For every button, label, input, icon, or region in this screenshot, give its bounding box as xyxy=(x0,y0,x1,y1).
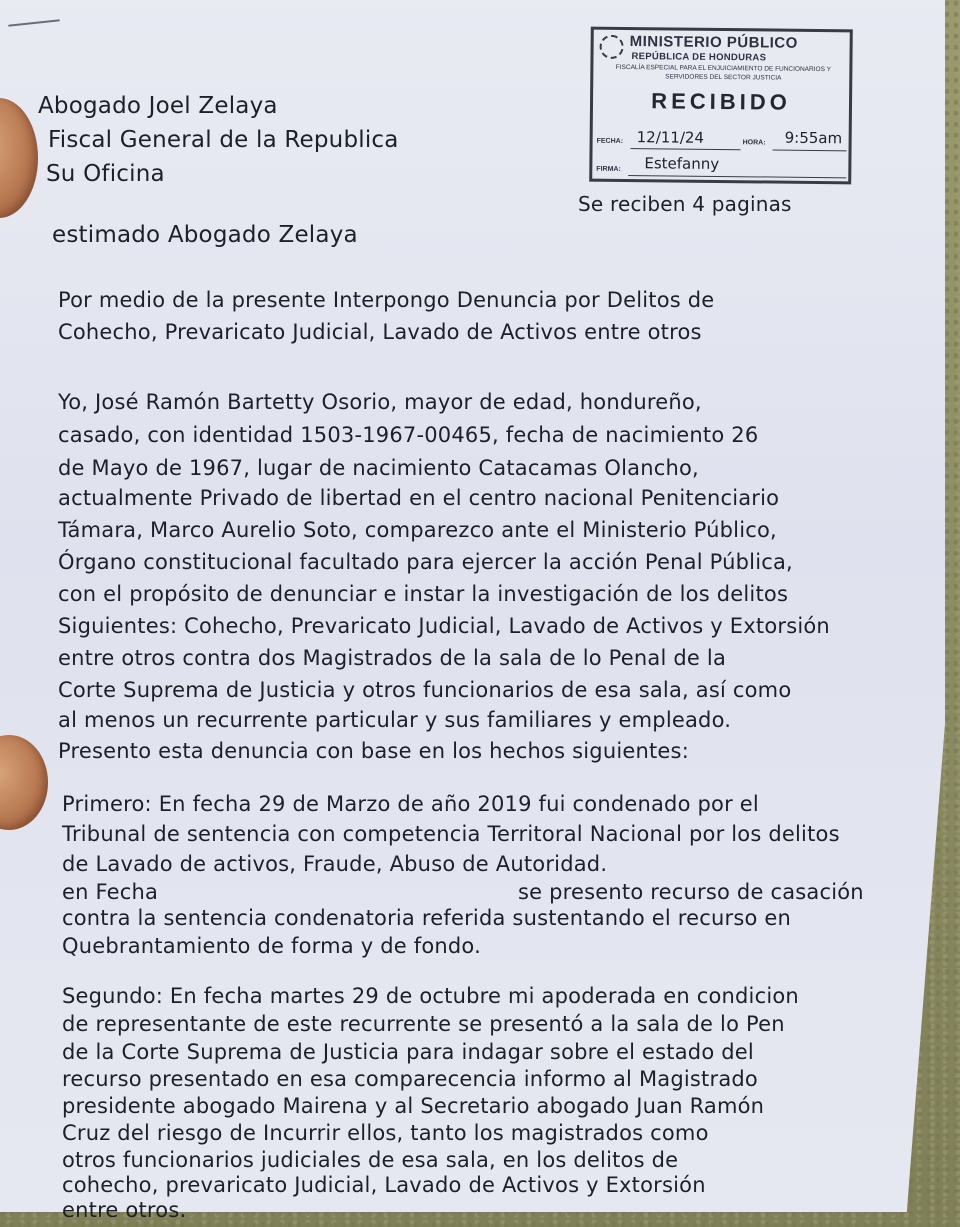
statement-line: con el propósito de denunciar e instar la investigación de los delitos xyxy=(58,582,789,606)
statement-line: Presento esta denuncia con base en los hechos siguientes: xyxy=(58,739,689,763)
primero-line: Tribunal de sentencia con competencia Territoral Nacional por los delitos xyxy=(62,822,840,846)
stamp-fiscalia: FISCALÍA ESPECIAL PARA EL ENJUICIAMIENTO DE FUNCIONARIOS Y SERVIDORES DEL SECTOR JUSTICIA xyxy=(615,63,831,82)
stamp-time-line xyxy=(773,150,847,152)
stamp-time-label: HORA: xyxy=(742,139,766,147)
stamp-date-line xyxy=(631,148,741,150)
segundo-line: recurso presentado en esa comparecencia informo al Magistrado xyxy=(62,1067,758,1091)
intro-line: Por medio de la presente Interpongo Denuncia por Delitos de xyxy=(58,288,715,312)
statement-line: Siguientes: Cohecho, Prevaricato Judicial, Lavado de Activos y Extorsión xyxy=(58,614,830,638)
stamp-time-value: 9:55am xyxy=(784,128,843,148)
stamp-signature-value: Estefanny xyxy=(644,154,720,173)
stamp-received: RECIBIDO xyxy=(651,88,791,115)
stamp-signature-label: FIRMA: xyxy=(596,165,621,173)
intro-line: Cohecho, Prevaricato Judicial, Lavado de Activos entre otros xyxy=(58,320,702,344)
recipient-office: Su Oficina xyxy=(46,161,165,187)
primero-line: de Lavado de activos, Fraude, Abuso de Autoridad. xyxy=(62,852,608,876)
segundo-line: de la Corte Suprema de Justicia para indagar sobre el estado del xyxy=(62,1040,754,1064)
primero-line: Quebrantamiento de forma y de fondo. xyxy=(62,934,481,958)
primero-line: en Fecha xyxy=(62,880,159,904)
primero-line: se presento recurso de casación xyxy=(518,880,864,904)
salutation: estimado Abogado Zelaya xyxy=(52,222,358,248)
seal-icon xyxy=(599,35,623,59)
stamp-signature-line xyxy=(628,175,846,178)
segundo-line: Segundo: En fecha martes 29 de octubre mi apoderada en condicion xyxy=(62,984,799,1008)
segundo-line: Cruz del riesgo de Incurrir ellos, tanto los magistrados como xyxy=(62,1121,709,1145)
statement-line: actualmente Privado de libertad en el centro nacional Penitenciario xyxy=(58,486,780,510)
statement-line: casado, con identidad 1503-1967-00465, fecha de nacimiento 26 xyxy=(58,423,759,447)
recipient-title: Fiscal General de la Republica xyxy=(48,127,399,153)
stamp-ministry: MINISTERIO PÚBLICO xyxy=(629,33,798,52)
stamp-republic: REPÚBLICA DE HONDURAS xyxy=(631,51,767,64)
primero-line: Primero: En fecha 29 de Marzo de año 2019 fui condenado por el xyxy=(62,792,759,816)
segundo-line: de representante de este recurrente se presentó a la sala de lo Pen xyxy=(62,1012,785,1036)
segundo-line: cohecho, prevaricato Judicial, Lavado de Activos y Extorsión xyxy=(62,1173,706,1197)
segundo-line: otros funcionarios judiciales de esa sala, en los delitos de xyxy=(62,1148,679,1172)
recipient-name: Abogado Joel Zelaya xyxy=(38,93,278,119)
statement-line: Órgano constitucional facultado para ejercer la acción Penal Pública, xyxy=(58,550,793,574)
statement-line: Corte Suprema de Justicia y otros funcionarios de esa sala, así como xyxy=(58,678,792,702)
segundo-line: entre otros. xyxy=(62,1198,187,1222)
statement-line: de Mayo de 1967, lugar de nacimiento Catacamas Olancho, xyxy=(58,456,699,480)
primero-line: contra la sentencia condenatoria referida sustentando el recurso en xyxy=(62,906,792,930)
stamp-pages-note: Se reciben 4 paginas xyxy=(578,192,792,216)
segundo-line: presidente abogado Mairena y al Secretario abogado Juan Ramón xyxy=(62,1094,765,1118)
statement-line: Támara, Marco Aurelio Soto, comparezco ante el Ministerio Público, xyxy=(58,518,777,542)
statement-line: entre otros contra dos Magistrados de la sala de lo Penal de la xyxy=(58,646,727,670)
received-stamp xyxy=(589,27,853,185)
statement-line: al menos un recurrente particular y sus familiares y empleado. xyxy=(58,708,732,732)
stamp-date-label: FECHA: xyxy=(596,137,624,145)
statement-line: Yo, José Ramón Bartetty Osorio, mayor de edad, hondureño, xyxy=(58,390,702,414)
stamp-date-value: 12/11/24 xyxy=(636,128,705,147)
